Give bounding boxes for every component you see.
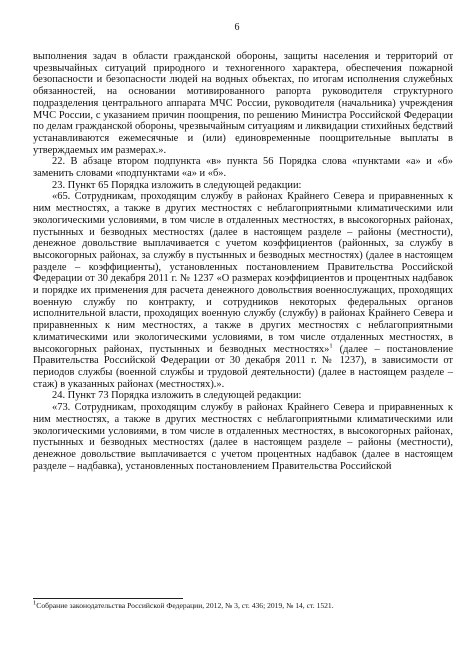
- footnote-divider: [33, 598, 183, 599]
- paragraph-22: 22. В абзаце втором подпункта «в» пункта 56 Порядка слова «пунктами «а» и «б» заменить словами «подпунктами «а» и «б».: [33, 156, 453, 180]
- document-body: [33, 51, 453, 472]
- paragraph-24: 24. Пункт 73 Порядка изложить в следующей редакции:: [52, 390, 302, 402]
- paragraph-1: выполнения задач в области гражданской обороны, защиты населения и территорий от чрезвычайных ситуаций природного и техногенного характера, обеспечения пожарной безопасности и безопасности людей на водных объектах, по итогам исполнения служебных обязанностей, на основании мотивированного рапорта руководителя структурного подразделения центрального аппарата МЧС России, руководителя (начальника) учреждения МЧС России, с указанием причин поощрения, по решению Министра Российской Федерации по делам гражданской обороны, чрезвычайным ситуациям и ликвидации стихийных бедствий устанавливаются ежемесячные и (или) единовременные поощрительные выплаты в утверждаемых им размерах.».: [33, 51, 453, 156]
- paragraph-73: «73. Сотрудникам, проходящим службу в районах Крайнего Севера и приравненных к ним местностях, а также в других местностях с неблагоприятными климатическими или экологическими условиями, в том числе в отдаленных местностях, в высокогорных районах, пустынных и безводных местностях (далее в настоящем разделе – районы (местности), денежное довольствие выплачивается с учетом процентных надбавок (далее в настоящем разделе – надбавка), установленных постановлением Правительства Российской: [33, 402, 453, 472]
- footnote: [33, 601, 453, 611]
- paragraph-65-tail: (далее – постановление Правительства Российской Федерации от 30 декабря 2011 г. № 1237), в зависимости от периодов службы (военной службы и трудовой деятельности) (далее в настоящем разделе – стаж) в указанных районах (местностях).».: [33, 343, 453, 390]
- footnote-reference: 1: [329, 342, 333, 350]
- paragraph-23: 23. Пункт 65 Порядка изложить в следующей редакции:: [52, 179, 302, 191]
- paragraph-65-text: «65. Сотрудникам, проходящим службу в районах Крайнего Севера и приравненных к ним местностях, а также в других местностях с неблагоприятными климатическими или экологическими условиями, в том числе в отдаленных местностях, в высокогорных районах, пустынных и безводных местностях (далее в настоящем разделе – районы (местности), денежное довольствие выплачивается с учетом коэффициентов (районных, за службу в высокогорных районах, за службу в пустынных и безводных местностях) (далее в настоящем разделе – коэффициенты), установленных постановлением Правительства Российской Федерации от 30 декабря 2011 г. № 1237 «О размерах коэффициентов и процентных надбавок и порядке их применения для расчета денежного довольствия военнослужащих, проходящих военную службу по контракту, и сотрудников некоторых федеральных органов исполнительной власти, проходящих военную службу (службу) в районах Крайнего Севера и приравненных к ним местностях, а также в других местностях с неблагоприятными климатическими или экологическими условиями, в том числе отдаленных местностях, в высокогорных районах, пустынных и безводных местностях»: [33, 191, 453, 355]
- footnote-marker: 1: [33, 599, 37, 607]
- paragraph-65: [33, 191, 453, 390]
- footnote-text: Собрание законодательства Российской Федерации, 2012, № 3, ст. 436; 2019, № 14, ст. 1521.: [36, 601, 334, 610]
- page-number: 6: [234, 22, 240, 33]
